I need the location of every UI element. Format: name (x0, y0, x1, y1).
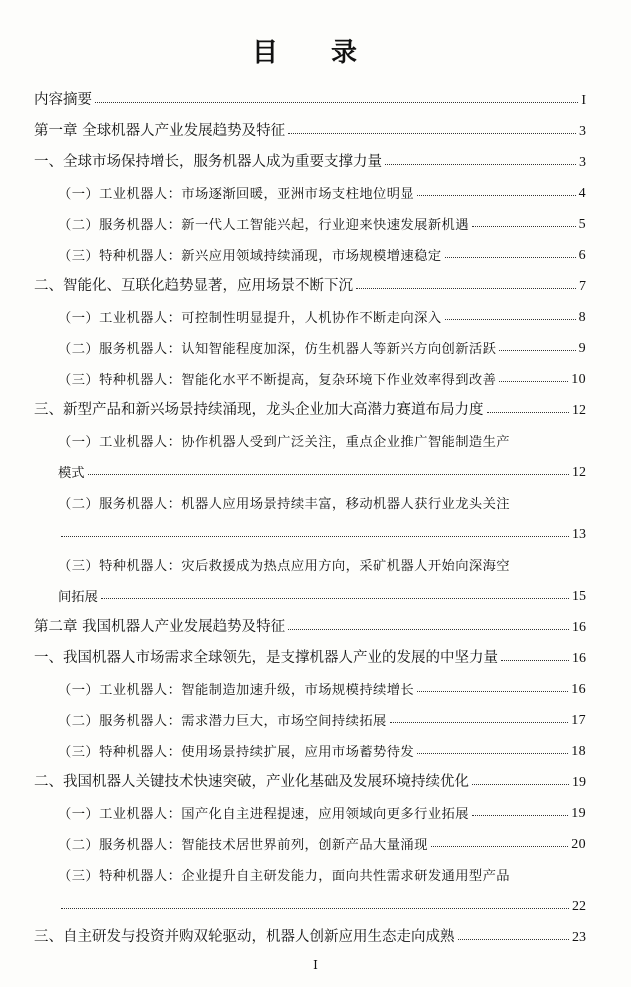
toc-entry-text: 三、自主研发与投资并购双轮驱动，机器人创新应用生态走向成熟 (34, 929, 455, 945)
toc-section[interactable] (34, 388, 586, 419)
toc-entry-page: 16 (572, 620, 586, 635)
toc-entry-page: 3 (579, 155, 586, 170)
toc-entry-page: 22 (572, 899, 586, 914)
toc-entry-text: 二、智能化、互联化趋势显著，应用场景不断下沉 (34, 278, 353, 294)
toc-subsection[interactable] (34, 326, 586, 357)
toc-entry-text: 三、新型产品和新兴场景持续涌现，龙头企业加大高潜力赛道布局力度 (34, 402, 484, 418)
page-title: 目 录 (251, 38, 380, 68)
dot-leader (501, 660, 569, 661)
page-number: I (313, 958, 318, 972)
toc-entry-text-cont: 模式 (58, 466, 85, 481)
toc-subsection[interactable] (34, 543, 586, 605)
dot-leader (88, 474, 569, 475)
toc-entry-text-cont: 间拓展 (58, 590, 98, 605)
toc-subsection[interactable] (34, 481, 586, 543)
toc-entry-page: 7 (579, 279, 586, 294)
toc-entry-text: （三）特种机器人：智能化水平不断提高，复杂环境下作业效率得到改善 (58, 373, 497, 388)
dot-leader (472, 226, 576, 227)
toc-entry-page: 9 (578, 341, 586, 356)
dot-leader (499, 381, 568, 382)
dot-leader (288, 133, 576, 134)
toc-subsection[interactable] (34, 853, 586, 915)
toc-entry-text: 一、我国机器人市场需求全球领先，是支撑机器人产业的发展的中坚力量 (34, 650, 498, 666)
dot-leader (445, 319, 576, 320)
toc-entry-text: （二）服务机器人：机器人应用场景持续丰富，移动机器人获行业龙头关注 (58, 497, 510, 512)
toc-entry-page: 13 (572, 527, 586, 542)
dot-leader (472, 784, 569, 785)
toc-entry-text: （一）工业机器人：可控制性明显提升，人机协作不断走向深入 (58, 311, 442, 326)
dot-leader (431, 846, 568, 847)
toc-entry-page: 16 (572, 651, 586, 666)
toc-subsection[interactable] (34, 698, 586, 729)
toc-subsection[interactable] (34, 295, 586, 326)
toc-section[interactable] (34, 140, 586, 171)
toc-entry-page: 5 (578, 217, 586, 232)
toc-subsection[interactable] (34, 791, 586, 822)
dot-leader (458, 939, 570, 940)
toc-entry[interactable] (34, 78, 586, 109)
dot-leader (417, 195, 575, 196)
toc-entry-page: 12 (572, 403, 586, 418)
toc-entry-text: 内容摘要 (34, 92, 92, 108)
toc-entry-text: 二、我国机器人关键技术快速突破，产业化基础及发展环境持续优化 (34, 774, 469, 790)
dot-leader (499, 350, 575, 351)
toc-entry-page: 3 (579, 124, 586, 139)
toc-entry-page: 17 (571, 713, 586, 728)
toc-subsection[interactable] (34, 357, 586, 388)
toc-subsection[interactable] (34, 667, 586, 698)
toc-subsection[interactable] (34, 202, 586, 233)
toc-entry-page: 4 (578, 186, 586, 201)
toc-subsection[interactable] (34, 729, 586, 760)
dot-leader (356, 288, 576, 289)
toc-entry-page: 15 (572, 589, 586, 604)
dot-leader (385, 164, 576, 165)
toc-entry-page: 16 (571, 682, 586, 697)
dot-leader (445, 257, 576, 258)
toc-entry-text: 一、全球市场保持增长，服务机器人成为重要支撑力量 (34, 154, 382, 170)
toc-entry-text: （一）工业机器人：协作机器人受到广泛关注，重点企业推广智能制造生产 (58, 435, 510, 450)
toc-subsection[interactable] (34, 171, 586, 202)
dot-leader (487, 412, 570, 413)
toc-entry-page: 19 (571, 806, 586, 821)
dot-leader (61, 908, 569, 909)
toc-subsection[interactable] (34, 233, 586, 264)
dot-leader (101, 598, 569, 599)
toc-entry-text: （三）特种机器人：使用场景持续扩展，应用市场蓄势待发 (58, 745, 415, 760)
toc-entry-text: （三）特种机器人：新兴应用领域持续涌现，市场规模增速稳定 (58, 249, 442, 264)
toc-entry-text: （一）工业机器人：市场逐渐回暖，亚洲市场支柱地位明显 (58, 187, 415, 202)
toc-entry-text: （二）服务机器人：智能技术居世界前列，创新产品大量涌现 (58, 838, 428, 853)
toc-section[interactable] (34, 915, 586, 946)
toc-entry-text: （二）服务机器人：认知智能程度加深，仿生机器人等新兴方向创新活跃 (58, 342, 497, 357)
dot-leader (288, 629, 569, 630)
toc-subsection[interactable] (34, 419, 586, 481)
dot-leader (417, 753, 568, 754)
toc-subsection[interactable] (34, 822, 586, 853)
dot-leader (390, 722, 568, 723)
toc-entry-text: （三）特种机器人：灾后救援成为热点应用方向，采矿机器人开始向深海空 (58, 559, 510, 574)
toc-chapter[interactable] (34, 109, 586, 140)
toc-entry-text: （一）工业机器人：国产化自主进程提速，应用领域向更多行业拓展 (58, 807, 469, 822)
toc-entry-page: I (581, 93, 586, 108)
toc-entry-page: 8 (578, 310, 586, 325)
toc-section[interactable] (34, 636, 586, 667)
toc-chapter[interactable] (34, 605, 586, 636)
toc-entry-text: 第一章 全球机器人产业发展趋势及特征 (34, 123, 286, 139)
toc-entry-page: 19 (572, 775, 586, 790)
dot-leader (61, 536, 569, 537)
toc-section[interactable] (34, 760, 586, 791)
toc-entry-text: （一）工业机器人：智能制造加速升级，市场规模持续增长 (58, 683, 415, 698)
table-of-contents (34, 78, 586, 946)
dot-leader (95, 102, 578, 103)
toc-entry-text: （三）特种机器人：企业提升自主研发能力，面向共性需求研发通用型产品 (58, 869, 510, 884)
toc-entry-page: 12 (572, 465, 586, 480)
toc-entry-text: （二）服务机器人：需求潜力巨大，市场空间持续拓展 (58, 714, 387, 729)
toc-section[interactable] (34, 264, 586, 295)
toc-entry-page: 6 (578, 248, 586, 263)
dot-leader (472, 815, 568, 816)
toc-entry-page: 18 (571, 744, 586, 759)
dot-leader (417, 691, 568, 692)
toc-entry-page: 10 (571, 372, 586, 387)
toc-entry-page: 20 (571, 837, 586, 852)
toc-entry-page: 23 (572, 930, 586, 945)
toc-entry-text: 第二章 我国机器人产业发展趋势及特征 (34, 619, 286, 635)
toc-entry-text: （二）服务机器人：新一代人工智能兴起，行业迎来快速发展新机遇 (58, 218, 469, 233)
